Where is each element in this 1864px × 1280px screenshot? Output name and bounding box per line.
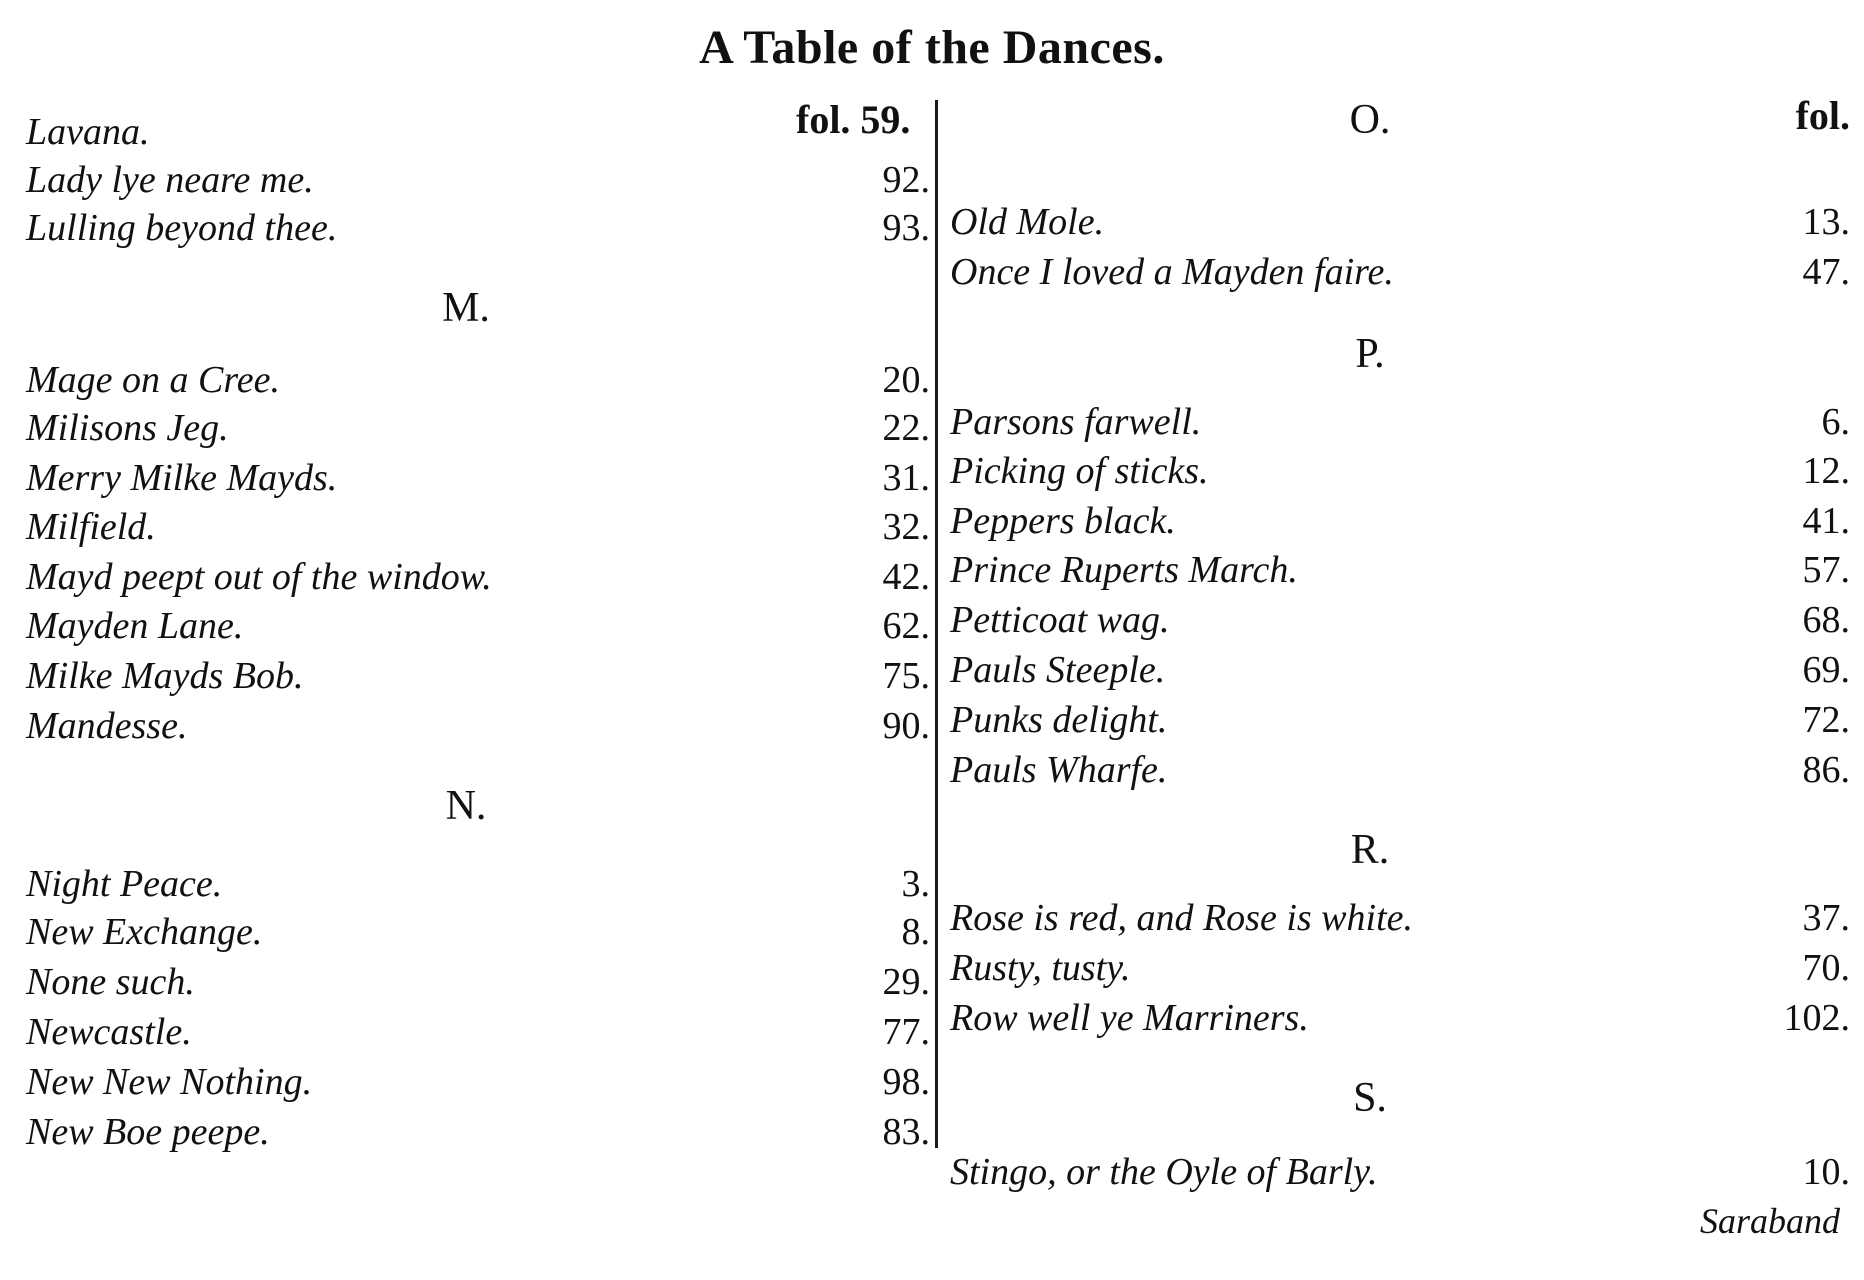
dance-name: Rusty, tusty. (950, 947, 1131, 989)
folio-number: 3. (901, 863, 930, 905)
left-column (26, 0, 930, 1280)
dance-name: Row well ye Marriners. (950, 997, 1309, 1039)
folio-number: 12. (1802, 450, 1850, 492)
dance-name: New New Nothing. (26, 1061, 313, 1103)
folio-number: 75. (882, 655, 930, 697)
folio-number: 37. (1802, 897, 1850, 939)
section-letter-m: M. (442, 285, 490, 331)
dance-name: Petticoat wag. (950, 599, 1170, 641)
dance-name: Night Peace. (26, 863, 223, 905)
folio-number: 86. (1802, 749, 1850, 791)
dance-name: Newcastle. (26, 1011, 192, 1053)
folio-number: 20. (882, 359, 930, 401)
dance-name: Punks delight. (950, 699, 1168, 741)
list-item (26, 910, 930, 958)
folio-number: 57. (1802, 549, 1850, 591)
list-item (950, 400, 1850, 448)
folio-number: 77. (882, 1011, 930, 1053)
section-letter-s: S. (1353, 1075, 1387, 1121)
fol-header-left: fol. 59. (796, 97, 911, 142)
list-item (26, 456, 930, 504)
dance-name: Stingo, or the Oyle of Barly. (950, 1151, 1378, 1193)
folio-number: 69. (1802, 649, 1850, 691)
list-item (950, 946, 1850, 994)
list-item (950, 698, 1850, 746)
dance-name: Merry Milke Mayds. (26, 457, 338, 499)
page-title: A Table of the Dances. (699, 21, 1165, 74)
list-item (26, 158, 930, 206)
folio-number: 6. (1821, 401, 1850, 443)
list-item (950, 648, 1850, 696)
folio-number: 83. (882, 1111, 930, 1153)
dance-name: Rose is red, and Rose is white. (950, 897, 1413, 939)
folio-number: 72. (1802, 699, 1850, 741)
dance-name: Lulling beyond thee. (26, 207, 338, 249)
folio-number: 98. (882, 1061, 930, 1103)
folio-number: 41. (1802, 500, 1850, 542)
folio-number: 92. (882, 159, 930, 201)
folio-number: 8. (901, 911, 930, 953)
list-item (26, 505, 930, 553)
dance-name: Once I loved a Mayden faire. (950, 251, 1394, 293)
dance-name: Mayd peept out of the window. (26, 556, 492, 598)
list-item (26, 406, 930, 454)
list-item (950, 250, 1850, 298)
folio-number: 47. (1802, 251, 1850, 293)
folio-number: 90. (882, 705, 930, 747)
dance-name: New Exchange. (26, 911, 263, 953)
dance-name: Prince Ruperts March. (950, 549, 1298, 591)
dance-name: Peppers black. (950, 500, 1176, 542)
folio-number: 31. (882, 457, 930, 499)
list-item (950, 548, 1850, 596)
list-item (26, 206, 930, 254)
dance-name: Mandesse. (26, 705, 188, 747)
list-item (26, 1110, 930, 1158)
list-item (950, 996, 1850, 1044)
list-item (26, 110, 926, 158)
list-item (950, 1150, 1850, 1198)
dance-name: Old Mole. (950, 201, 1105, 243)
folio-number: 42. (882, 556, 930, 598)
dance-name: Mage on a Cree. (26, 359, 280, 401)
folio-number: 102. (1783, 997, 1850, 1039)
list-item (950, 449, 1850, 497)
list-item (26, 555, 930, 603)
section-letter-r: R. (1350, 827, 1390, 873)
section-letter-o: O. (1349, 97, 1391, 143)
list-item (26, 604, 930, 652)
folio-number: 13. (1802, 201, 1850, 243)
folio-number: 32. (882, 506, 930, 548)
folio-number: 62. (882, 605, 930, 647)
list-item (26, 1010, 930, 1058)
folio-number: 10. (1802, 1151, 1850, 1193)
dance-name: Lavana. (26, 111, 150, 153)
list-item (26, 1060, 930, 1108)
folio-number: 22. (882, 407, 930, 449)
dance-name: Milfield. (26, 506, 156, 548)
list-item (950, 896, 1850, 944)
dance-name: Lady lye neare me. (26, 159, 314, 201)
dance-name: Pauls Wharfe. (950, 749, 1168, 791)
folio-number: 68. (1802, 599, 1850, 641)
dance-name: Milke Mayds Bob. (26, 655, 304, 697)
section-letter-p: P. (1355, 331, 1385, 377)
list-item (950, 200, 1850, 248)
column-divider (935, 100, 938, 1148)
folio-number: 70. (1802, 947, 1850, 989)
folio-number: 93. (882, 207, 930, 249)
catchword: Saraband (1699, 1201, 1840, 1241)
list-item (26, 704, 930, 752)
list-item (26, 960, 930, 1008)
dance-name: Parsons farwell. (950, 401, 1202, 443)
dance-name: Picking of sticks. (950, 450, 1209, 492)
list-item (26, 862, 930, 910)
dance-name: Milisons Jeg. (26, 407, 229, 449)
list-item (26, 654, 930, 702)
dance-name: Mayden Lane. (26, 605, 244, 647)
list-item (950, 598, 1850, 646)
list-item (26, 358, 930, 406)
dance-name: New Boe peepe. (26, 1111, 270, 1153)
dance-name: Pauls Steeple. (950, 649, 1166, 691)
dance-name: None such. (26, 961, 195, 1003)
fol-header-right: fol. (1795, 93, 1850, 138)
folio-number: 29. (882, 961, 930, 1003)
list-item (950, 499, 1850, 547)
list-item (950, 748, 1850, 796)
section-letter-n: N. (445, 783, 487, 829)
right-column (950, 0, 1850, 1280)
